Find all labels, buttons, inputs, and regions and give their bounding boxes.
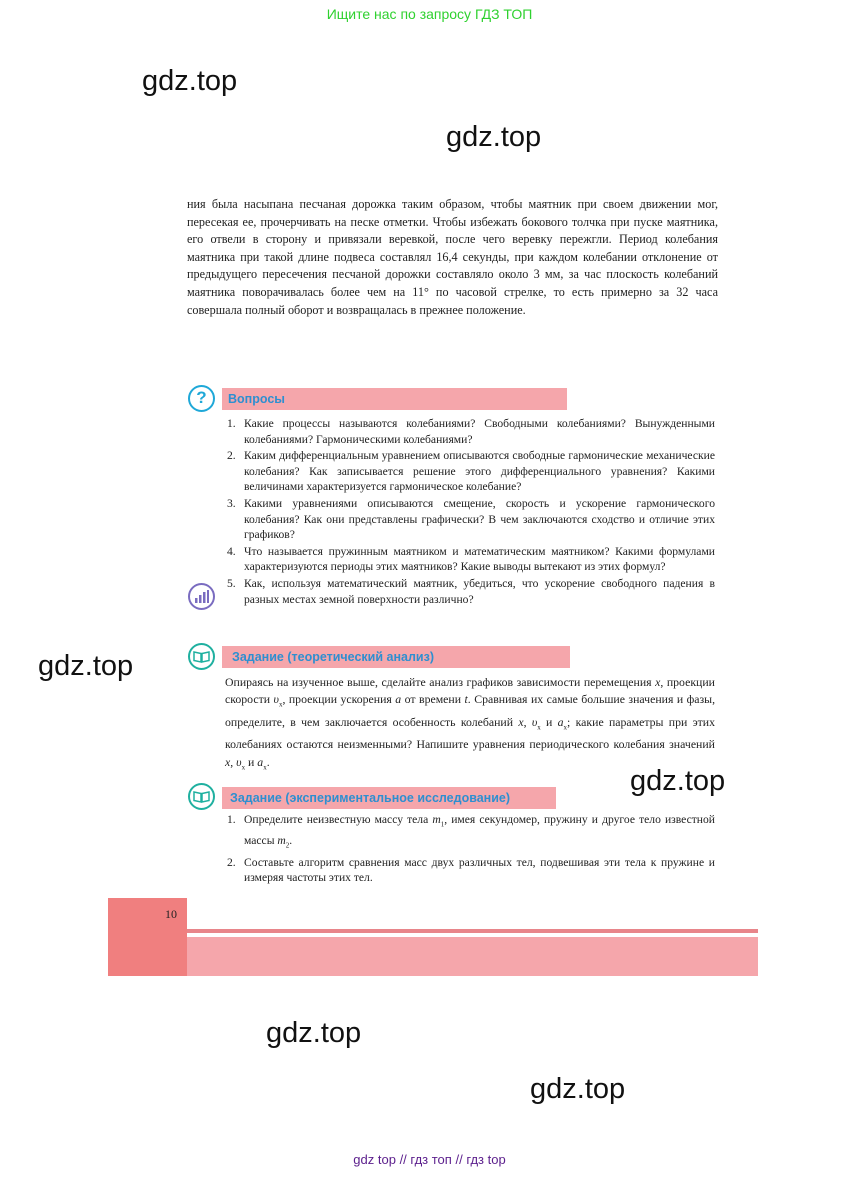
watermark: gdz.top (530, 1073, 626, 1105)
task-item: 2. Составьте алгоритм сравнения масс двух различных тел, подвешивая эти тела к пружине и измеряя частоты этих тел. (227, 855, 715, 885)
task-theory-title: Задание (теоретический анализ) (232, 650, 434, 664)
bottom-links (0, 1152, 859, 1167)
separator: // (399, 1152, 407, 1167)
footer-band (187, 937, 758, 976)
task-experiment-title: Задание (экспериментальное исследование) (230, 791, 511, 805)
top-search-link[interactable]: Ищите нас по запросу ГДЗ ТОП (326, 6, 533, 22)
questions-list (227, 416, 715, 607)
questions-title: Вопросы (228, 392, 285, 406)
separator: // (455, 1152, 463, 1167)
bottom-link[interactable]: gdz top (353, 1152, 396, 1167)
intro-paragraph: ния была насыпана песчаная дорожка таким образом, чтобы маятник при своем движении мог, пересекая ее, прочерчивать на песке отметки. Чтобы избежать бокового толчка при пуске маятника, его отвели в сторону и привязали веревкой, после чего веревку пережгли. Период колебания маятника при такой длине подвеса составлял 16,4 секунды, при каждом колебании отклонение от предыдущего пересечения песчаной дорожки составляло около 3 мм, за час плоскость колебаний маятника поворачивалась более чем на 11° по часовой стрелке, то есть примерно за 32 часа совершала полный оборот и возвращалась в прежнее положение. (187, 197, 718, 317)
watermark: gdz.top (446, 121, 542, 153)
task-theory-header (222, 646, 570, 668)
question-item: 4. Что называется пружинным маятником и математическим маятником? Какими формулами характеризуются периоды этих маятников? Какие выводы вытекают из этих формул? (227, 544, 715, 574)
task-theory-text: Опираясь на изученное выше, сделайте анализ графиков зависимости перемещения x, проекции скорости $\upsilon_x$, проекции ускорения a от времени t. Сравнивая их самые большие значения и фазы, определите, в чем заключается особенность колебаний x, $\upsilon_x$ и $a_x$; какие параметры при этих колебаниях остаются неизменными? Напишите уравнения периодического колебания значений x, $\upsilon_x$ и $a_x$. (225, 675, 716, 771)
bottom-link[interactable]: гдз top (466, 1152, 506, 1167)
page-number-block (108, 898, 187, 976)
task-experiment-list (227, 812, 715, 886)
bottom-link[interactable]: гдз топ (410, 1152, 452, 1167)
question-icon: ? (188, 385, 215, 412)
watermark: gdz.top (142, 65, 238, 97)
watermark: gdz.top (630, 765, 726, 797)
question-item: 5. Как, используя математический маятник, убедиться, что ускорение свободного падения в разных местах земной поверхности различно? (227, 576, 715, 606)
question-item: 2. Каким дифференциальным уравнением описываются свободные гармонические механические колебания? Как записывается решение этого дифференциального уравнения? Какими величинами характеризуется гармоническое колебание? (227, 449, 715, 494)
book-icon (188, 783, 215, 810)
question-item: 3. Какими уравнениями описываются смещение, скорость и ускорение гармонического колебания? Как они представлены графически? В чем заключаются сходство и отличие этих графиков? (227, 496, 715, 542)
task-experiment-header (222, 787, 556, 809)
bar-chart-icon (188, 583, 215, 610)
footer-rule (187, 929, 758, 933)
page-number: 10 (165, 907, 177, 921)
watermark: gdz.top (38, 650, 134, 682)
question-item: 1. Какие процессы называются колебаниями? Свободными колебаниями? Вынужденными колебаниями? Гармоническими колебаниями? (227, 417, 715, 446)
book-icon (188, 643, 215, 670)
questions-header (222, 388, 567, 410)
watermark: gdz.top (266, 1017, 362, 1049)
task-item: 1. Определите неизвестную массу тела $m_1$, имея секундомер, пружину и другое тело известной массы $m_2$. (227, 813, 716, 850)
